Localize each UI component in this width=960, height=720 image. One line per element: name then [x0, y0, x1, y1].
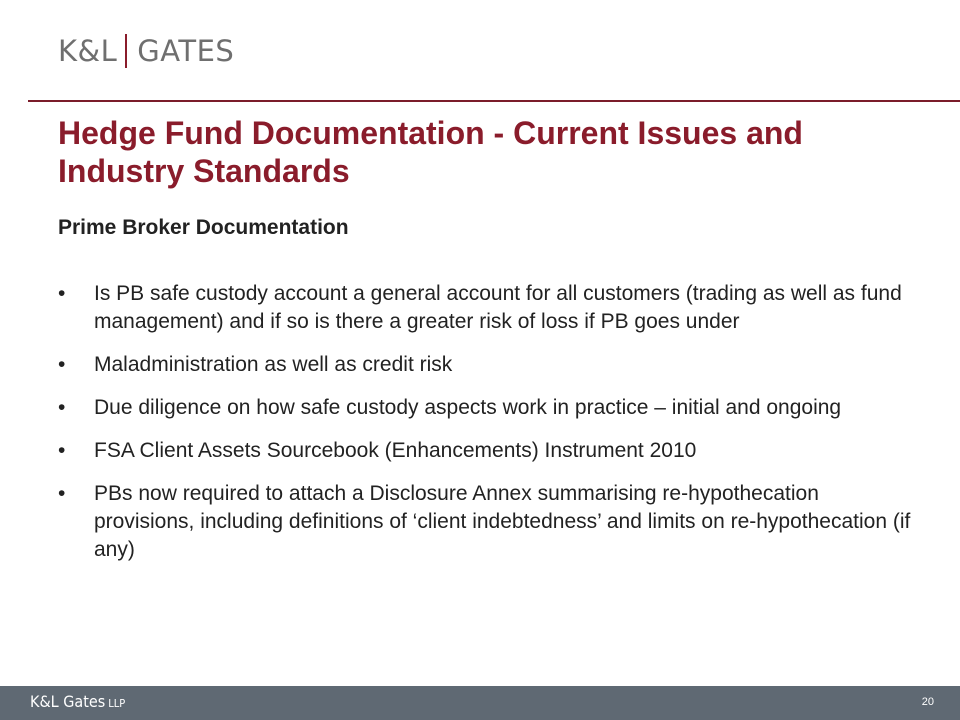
bullet-dot: • [58, 282, 66, 305]
header-rule [28, 100, 960, 102]
footer-logo [30, 692, 125, 711]
footer-bar [0, 686, 960, 720]
bullet-text: Maladministration as well as credit risk [94, 353, 453, 376]
footer-logo-suffix: LLP [108, 697, 126, 710]
bullet-item [58, 437, 918, 465]
bullet-text: PBs now required to attach a Disclosure Annex summarising re-hypothecation provisions, including definitions of ‘client indebtedness’ and limits on re-hypothecation (if any) [94, 482, 911, 561]
bullet-dot: • [58, 396, 66, 419]
bullet-list [58, 280, 918, 579]
footer-logo-text: K&L Gates [30, 692, 106, 711]
bullet-item [58, 394, 918, 422]
bullet-text: Is PB safe custody account a general account for all customers (trading as well as fund management) and if so is there a greater risk of loss if PB goes under [94, 282, 902, 333]
bullet-dot: • [58, 482, 66, 505]
bullet-item [58, 280, 918, 336]
company-logo [58, 34, 234, 68]
slide-title: Hedge Fund Documentation - Current Issues and Industry Standards [58, 115, 803, 189]
page-number: 20 [921, 696, 934, 708]
bullet-dot: • [58, 353, 66, 376]
bullet-item [58, 480, 918, 564]
bullet-item [58, 351, 918, 379]
bullet-text: FSA Client Assets Sourcebook (Enhancements) Instrument 2010 [94, 439, 697, 462]
logo-divider [125, 34, 127, 68]
slide-subtitle: Prime Broker Documentation [58, 216, 349, 239]
bullet-text: Due diligence on how safe custody aspects work in practice – initial and ongoing [94, 396, 842, 419]
logo-text-gates: GATES [137, 34, 235, 68]
logo-text-kl: K&L [58, 34, 118, 68]
bullet-dot: • [58, 439, 66, 462]
